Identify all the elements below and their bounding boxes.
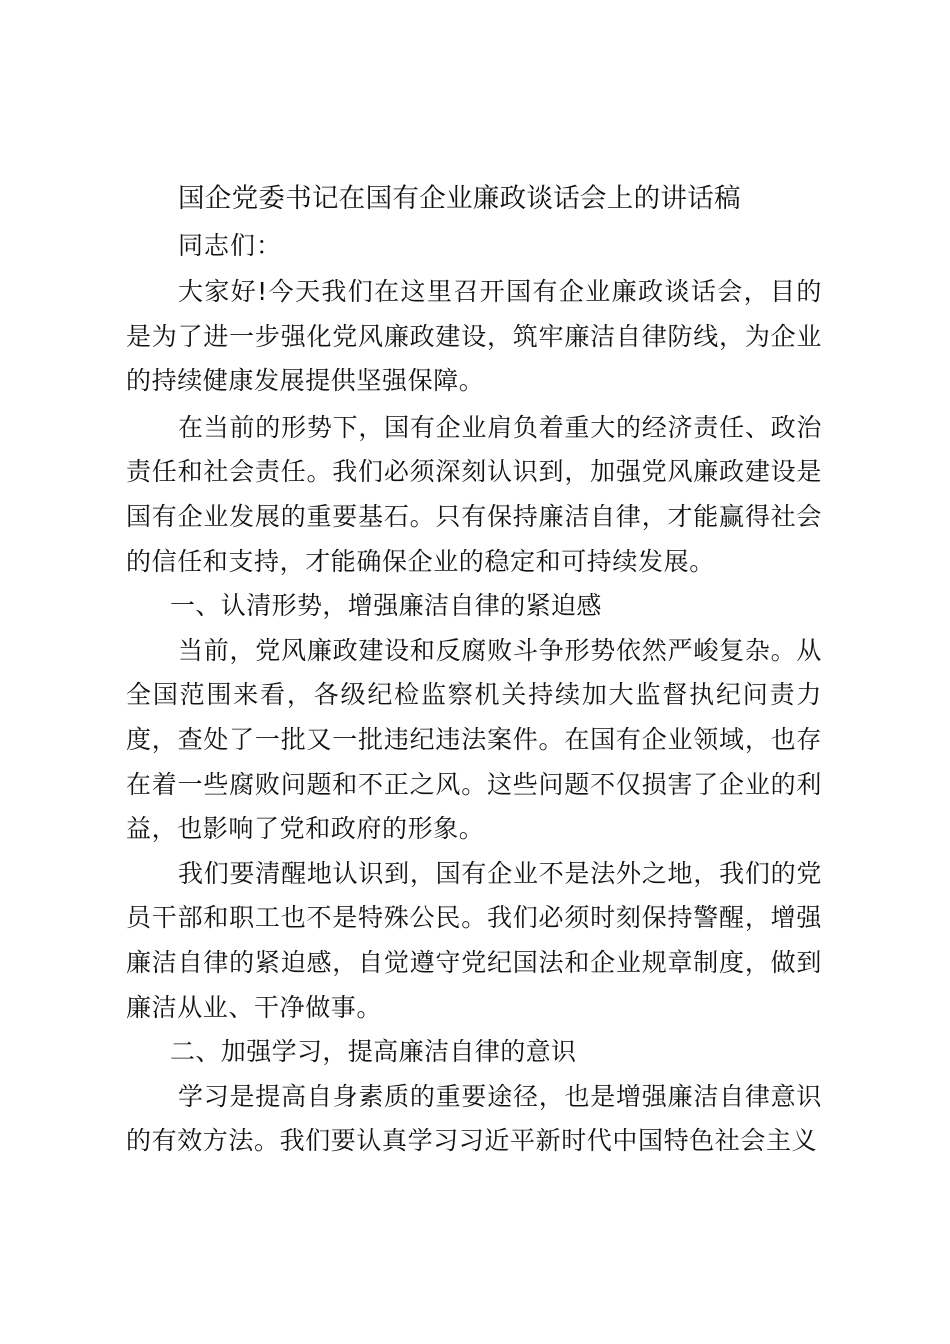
salutation: 同志们： <box>178 231 283 260</box>
section1-paragraph-2: 我们要清醒地认识到，国有企业不是法外之地，我们的党员干部和职工也不是特殊公民。我们必须时刻保持警醒，增强廉洁自律的紧迫感，自觉遵守党纪国法和企业规章制度，做到廉洁从业、干净做事。 <box>126 858 822 1022</box>
section1-paragraph-1: 当前，党风廉政建设和反腐败斗争形势依然严峻复杂。从全国范围来看，各级纪检监察机关持续加大监督执纪问责力度，查处了一批又一批违纪违法案件。在国有企业领域，也存在着一些腐败问题和不正之风。这些问题不仅损害了企业的利益，也影响了党和政府的形象。 <box>126 635 822 844</box>
document-body <box>126 174 822 1164</box>
intro-paragraph-1: 大家好!今天我们在这里召开国有企业廉政谈话会，目的是为了进一步强化党风廉政建设，筑牢廉洁自律防线，为企业的持续健康发展提供坚强保障。 <box>126 277 822 396</box>
intro-paragraph-2: 在当前的形势下，国有企业肩负着重大的经济责任、政治责任和社会责任。我们必须深刻认识到，加强党风廉政建设是国有企业发展的重要基石。只有保持廉洁自律，才能赢得社会的信任和支持，才能确保企业的稳定和可持续发展。 <box>126 412 822 576</box>
document-title: 国企党委书记在国有企业廉政谈话会上的讲话稿 <box>178 183 741 214</box>
section-heading-1: 一、认清形势，增强廉洁自律的紧迫感 <box>170 591 602 621</box>
section-heading-2: 二、加强学习，提高廉洁自律的意识 <box>170 1037 577 1067</box>
section2-paragraph-1: 学习是提高自身素质的重要途径，也是增强廉洁自律意识的有效方法。我们要认真学习习近平新时代中国特色社会主义 <box>126 1081 822 1156</box>
